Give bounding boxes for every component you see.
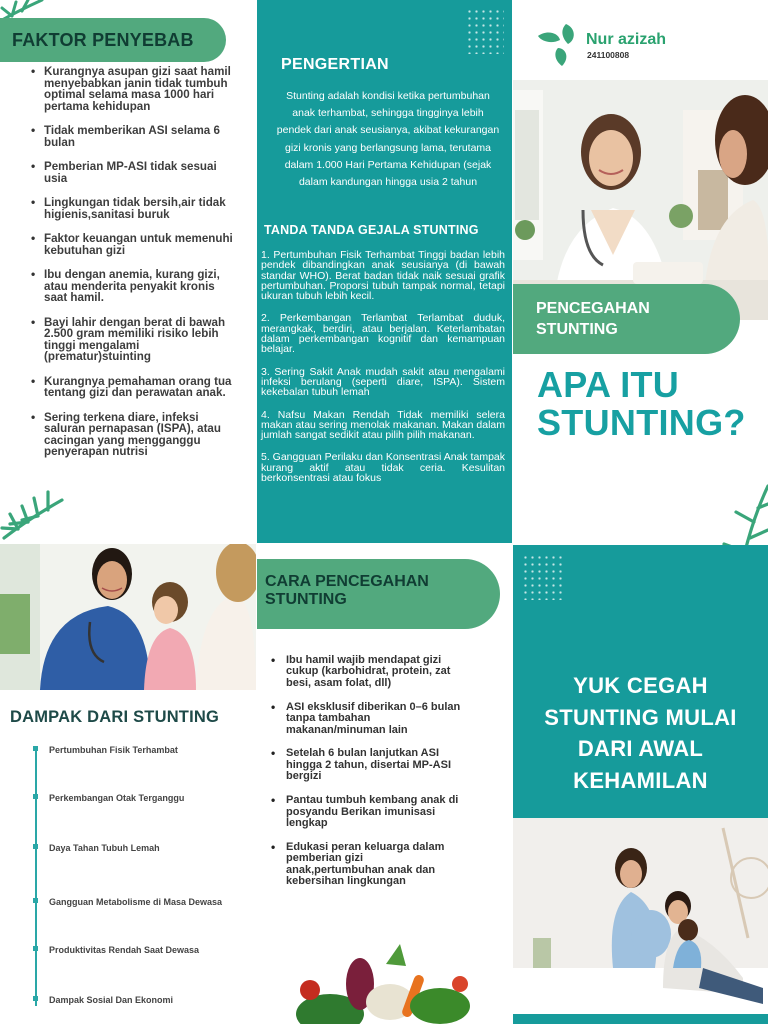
list-item <box>0 897 256 911</box>
author-id: 241100808 <box>587 50 630 60</box>
bullet-icon <box>33 898 38 903</box>
bullet-icon <box>33 746 38 751</box>
symptoms-list <box>261 250 505 495</box>
impact-label: Daya Tahan Tubuh Lemah <box>49 843 160 853</box>
bullet-icon <box>33 844 38 849</box>
impact-label: Dampak Sosial Dan Ekonomi <box>49 995 174 1005</box>
causes-title: FAKTOR PENYEBAB <box>12 30 194 50</box>
list-item <box>0 843 256 857</box>
symptoms-title: TANDA TANDA GEJALA STUNTING <box>264 223 479 237</box>
cover-tag-text: PENCEGAHAN STUNTING <box>536 300 650 338</box>
bullet-icon <box>33 794 38 799</box>
dot-grid-icon <box>466 8 504 54</box>
list-item: • Kurangnya asupan gizi saat hamil menyebabkan janin tidak tumbuh optimal selama masa 1000 hari pertama kehidupan <box>28 66 234 112</box>
list-item <box>0 995 256 1009</box>
nurse-photo <box>0 544 256 690</box>
list-item: • Setelah 6 bulan lanjutkan ASI hingga 2 tahun, disertai MP-ASI bergizi <box>271 748 461 782</box>
list-item: 1. Pertumbuhan Fisik Terhambat Tinggi badan lebih pendek dibandingkan anak seusianya (di bawah standar WHO). Berat badan tidak naik sesuai grafik pertumbuhan. Proporsi tubuh tampak normal, tetapi ukuran tubuh lebih kecil. <box>261 249 505 303</box>
list-item: • Lingkungan tidak bersih,air tidak higienis,sanitasi buruk <box>28 197 234 220</box>
list-item: • Edukasi peran keluarga dalam pemberian gizi anak,pertumbuhan anak dan kebersihan lingkungan <box>271 842 461 888</box>
list-item: • ASI eksklusif diberikan 0–6 bulan tanpa tambahan makanan/minuman lain <box>271 702 461 736</box>
list-item: • Pantau tumbuh kembang anak di posyandu Berikan imunisasi lengkap <box>271 795 461 829</box>
list-item: 2. Perkembangan Terlambat Terlambat duduk, merangkak, berdiri, atau berjalan. Keterlambatan dalam perkembangan kognitif dan kemampuan belajar. <box>261 312 505 356</box>
list-item <box>0 945 256 959</box>
impact-label: Gangguan Metabolisme di Masa Dewasa <box>49 897 223 907</box>
palm-leaf-icon <box>0 478 70 542</box>
impact-title: DAMPAK DARI STUNTING <box>10 708 220 726</box>
list-item: • Kurangnya pemahaman orang tua tentang gizi dan perawatan anak. <box>28 376 234 399</box>
list-item: • Faktor keuangan untuk memenuhi kebutuhan gizi <box>28 233 234 256</box>
list-item: • Pemberian MP-ASI tidak sesuai usia <box>28 161 234 184</box>
list-item: • Tidak memberikan ASI selama 6 bulan <box>28 125 234 148</box>
bullet-icon <box>33 946 38 951</box>
author-name: Nur azizah <box>586 31 667 48</box>
causes-header <box>0 18 226 62</box>
definition-title: PENGERTIAN <box>281 56 389 73</box>
prevention-header <box>257 559 500 629</box>
leaf-icon <box>536 22 582 68</box>
prevention-title: CARA PENCEGAHAN STUNTING <box>265 573 429 608</box>
dot-grid-icon <box>522 554 562 600</box>
closing-text: YUK CEGAH STUNTING MULAI DARI AWAL KEHAMILAN <box>544 673 737 793</box>
cover-tag <box>513 284 740 354</box>
bullet-icon <box>33 996 38 1001</box>
impact-label: Perkembangan Otak Terganggu <box>49 793 185 803</box>
list-item: • Bayi lahir dengan berat di bawah 2.500 gram memiliki risiko lebih tinggi mengalami (prematur)stuinting <box>28 317 234 363</box>
list-item: • Ibu dengan anemia, kurang gizi, atau menderita penyakit kronis saat hamil. <box>28 269 234 304</box>
definition-text: Stunting adalah kondisi ketika pertumbuhan anak terhambat, sehingga tingginya lebih pendek dari anak seusianya, akibat kekurangan gizi kronis yang berlangsung lama, terutama dalam 1.000 Hari Pertama Kehidupan (sejak dalam kandungan hingga usia 2 tahun <box>276 90 500 189</box>
list-item <box>0 745 256 759</box>
list-item <box>0 793 256 807</box>
list-item: • Sering terkena diare, infeksi saluran pernapasan (ISPA), atau cacingan yang mengganggu penyerapan nutrisi <box>28 412 234 458</box>
list-item: 5. Gangguan Perilaku dan Konsentrasi Anak tampak kurang aktif atau tidak ceria. Kesulitan berkonsentrasi atau fokus <box>261 451 505 485</box>
list-item: • Ibu hamil wajib mendapat gizi cukup (karbohidrat, protein, zat besi, asam folat, dll) <box>271 655 461 689</box>
prevention-list <box>271 655 461 900</box>
footer-strip <box>513 1014 768 1024</box>
cover-headline: APA ITU STUNTING? <box>537 364 746 443</box>
impact-label: Pertumbuhan Fisik Terhambat <box>49 745 178 755</box>
vegetables-image <box>290 944 470 1024</box>
list-item: 3. Sering Sakit Anak mudah sakit atau mengalami infeksi berulang (seperti diare, ISPA). Sistem kekebalan tubuh lemah <box>261 365 505 399</box>
family-photo <box>513 818 768 1014</box>
impact-label: Produktivitas Rendah Saat Dewasa <box>49 945 200 955</box>
list-item: 4. Nafsu Makan Rendah Tidak memiliki selera makan atau sering menolak makanan. Makan dalam jumlah sangat sedikit atau pilih pilih makanan. <box>261 408 505 442</box>
causes-list <box>28 66 234 471</box>
timeline-line <box>35 748 37 1006</box>
